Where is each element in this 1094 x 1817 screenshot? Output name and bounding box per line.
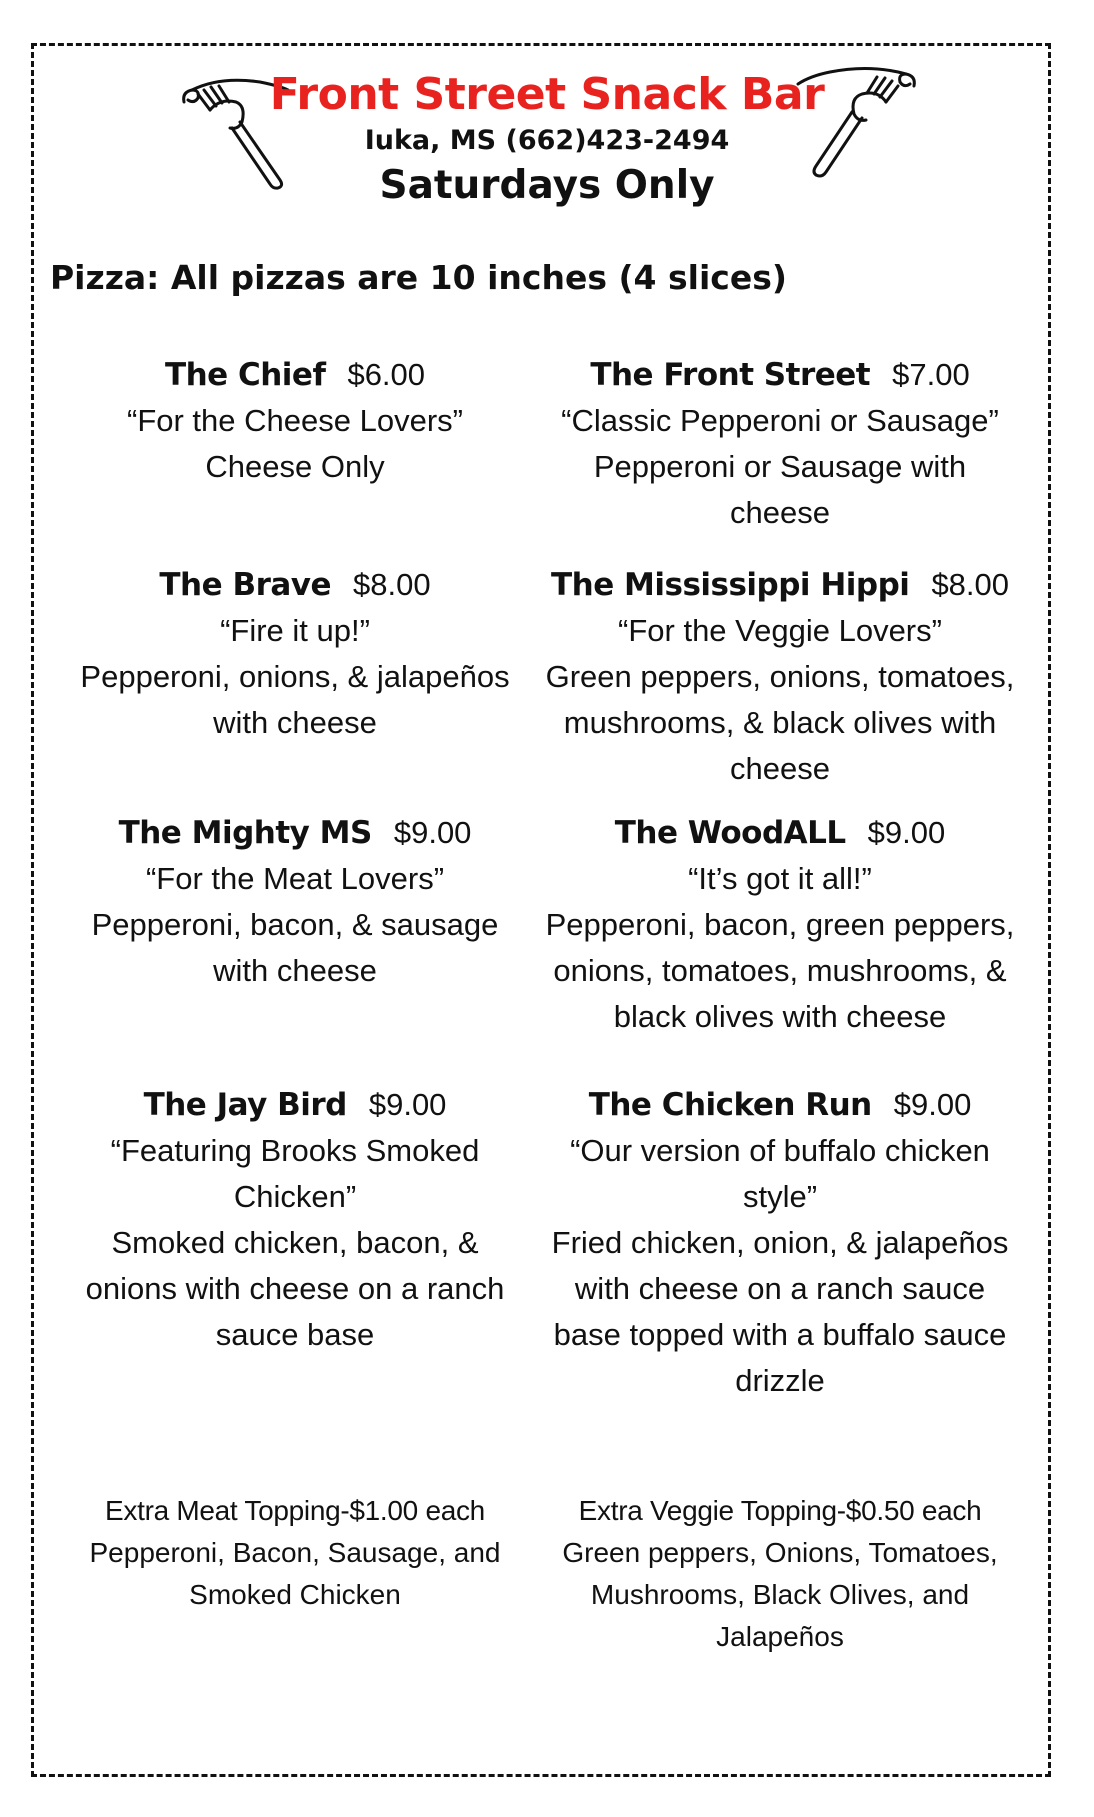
item-name-line — [80, 810, 510, 856]
item-tagline: “Featuring Brooks Smoked Chicken” — [110, 1133, 480, 1214]
item-tagline: “For the Meat Lovers” — [145, 861, 445, 896]
item-description: Pepperoni, bacon, & sausage with cheese — [91, 907, 499, 988]
extra-topping-title: Extra Meat Topping-$1.00 each — [105, 1495, 485, 1526]
restaurant-title: Front Street Snack Bar — [269, 69, 825, 120]
menu-item — [80, 810, 510, 994]
extra-topping-block — [80, 1490, 510, 1616]
menu-item — [80, 1082, 510, 1358]
extra-topping-description: Pepperoni, Bacon, Sausage, and Smoked Chicken — [89, 1537, 501, 1610]
item-name-line — [80, 352, 510, 398]
extra-topping-title: Extra Veggie Topping-$0.50 each — [578, 1495, 982, 1526]
item-name: The Front Street — [590, 357, 871, 393]
item-tagline: “It’s got it all!” — [688, 861, 872, 896]
location-phone: Iuka, MS (662)423-2494 — [364, 124, 730, 156]
item-description: Pepperoni, bacon, green peppers, onions, tomatoes, mushrooms, & black olives with cheese — [545, 907, 1015, 1034]
item-name: The WoodALL — [614, 815, 846, 851]
item-description: Pepperoni, onions, & jalapeños with cheese — [80, 659, 510, 740]
item-tagline: “Classic Pepperoni or Sausage” — [561, 403, 999, 438]
menu-item — [540, 562, 1020, 792]
menu-item — [540, 1082, 1020, 1404]
item-name-line — [540, 352, 1020, 398]
item-name-line — [540, 1082, 1020, 1128]
item-price: $6.00 — [347, 357, 426, 392]
schedule-note: Saturdays Only — [379, 163, 715, 209]
pizza-section-heading: Pizza: All pizzas are 10 inches (4 slices) — [50, 258, 787, 297]
menu-item — [80, 352, 510, 490]
menu-item — [80, 562, 510, 746]
item-description: Smoked chicken, bacon, & onions with cheese on a ranch sauce base — [85, 1225, 505, 1352]
item-name: The Chicken Run — [588, 1087, 872, 1123]
menu-header — [0, 70, 1094, 212]
extra-topping-block — [540, 1490, 1020, 1658]
item-price: $8.00 — [353, 567, 431, 602]
item-name: The Chief — [164, 357, 326, 393]
item-name-line — [80, 1082, 510, 1128]
item-description: Fried chicken, onion, & jalapeños with cheese on a ranch sauce base topped with a buffalo sauce drizzle — [551, 1225, 1009, 1398]
item-name-line — [540, 810, 1020, 856]
item-price: $7.00 — [892, 357, 970, 392]
menu-item — [540, 352, 1020, 536]
item-description: Green peppers, onions, tomatoes, mushrooms, & black olives with cheese — [545, 659, 1015, 786]
extra-topping-description: Green peppers, Onions, Tomatoes, Mushrooms, Black Olives, and Jalapeños — [562, 1537, 998, 1652]
item-name: The Mississippi Hippi — [550, 567, 910, 603]
item-name: The Brave — [159, 567, 332, 603]
item-price: $9.00 — [368, 1087, 447, 1122]
item-price: $9.00 — [393, 815, 472, 850]
item-tagline: “For the Veggie Lovers” — [618, 613, 942, 648]
item-name-line — [80, 562, 510, 608]
item-name: The Mighty MS — [118, 815, 372, 851]
item-description: Cheese Only — [205, 449, 385, 484]
item-name: The Jay Bird — [143, 1087, 347, 1123]
item-description: Pepperoni or Sausage with cheese — [593, 449, 967, 530]
item-name-line — [540, 562, 1020, 608]
item-tagline: “Fire it up!” — [220, 613, 370, 648]
item-tagline: “Our version of buffalo chicken style” — [570, 1133, 990, 1214]
item-tagline: “For the Cheese Lovers” — [127, 403, 463, 438]
item-price: $9.00 — [867, 815, 946, 850]
menu-item — [540, 810, 1020, 1040]
item-price: $9.00 — [893, 1087, 972, 1122]
item-price: $8.00 — [931, 567, 1010, 602]
